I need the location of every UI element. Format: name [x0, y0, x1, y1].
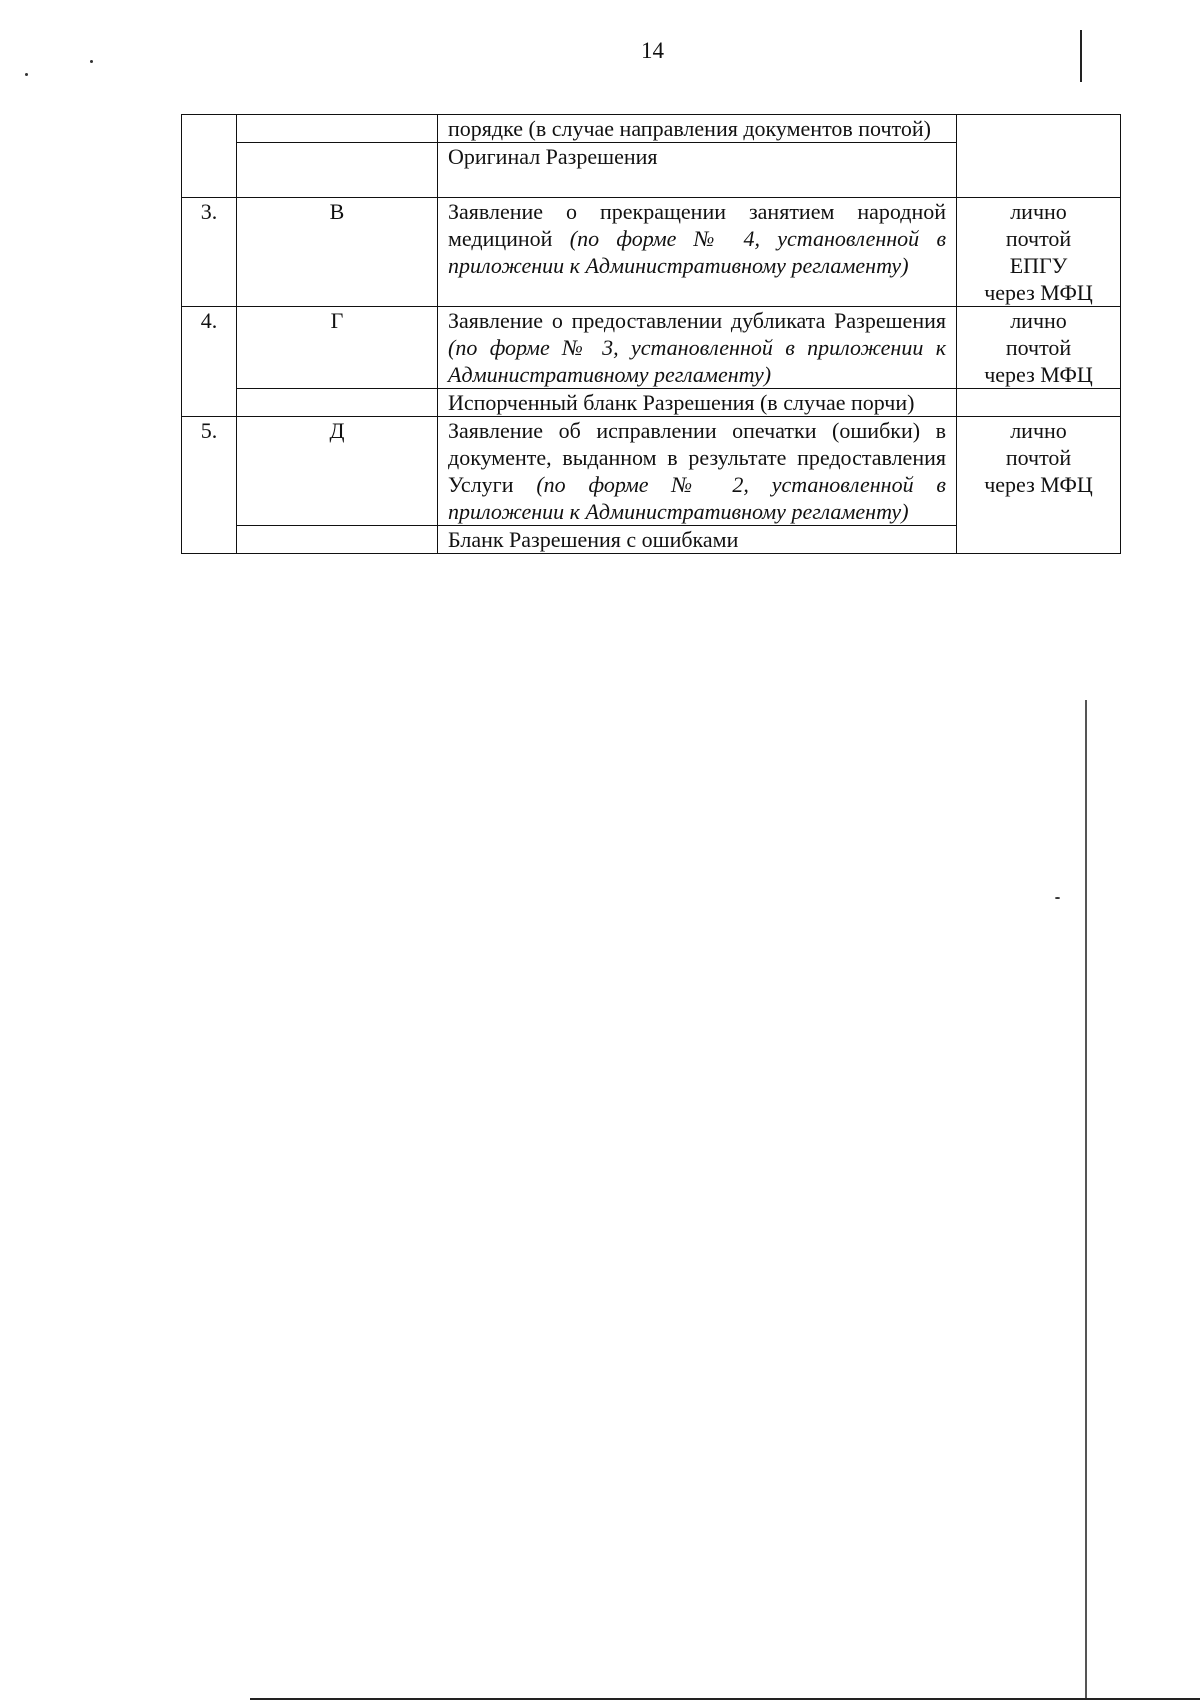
document-cell: [438, 526, 957, 554]
document-form-reference: (по форме № 2, установленной в приложении к Административному регламенту): [448, 472, 946, 524]
document-cell: [438, 115, 957, 143]
table-row: [182, 307, 1121, 389]
table-row: [182, 115, 1121, 143]
submission-way: ЕПГУ: [1009, 253, 1068, 278]
documents-table: [181, 114, 1121, 554]
document-cell: [438, 307, 957, 389]
scan-speck: [25, 73, 28, 76]
document-cell: [438, 143, 957, 198]
submission-way: почтой: [1005, 226, 1072, 251]
document-text: порядке (в случае направления документов почтой): [448, 116, 931, 141]
category-cell: [237, 526, 438, 554]
scan-edge-line: [1080, 30, 1082, 82]
submission-way: почтой: [1005, 445, 1072, 470]
document-text: Заявление об исправлении опечатки (ошибки) в документе, выданном в результате предоставления Услуги: [448, 418, 946, 497]
submission-way: лично: [1010, 418, 1067, 443]
category-cell: Д: [237, 417, 438, 526]
document-text: Заявление о прекращении занятием народной медициной: [448, 199, 946, 251]
document-text: Оригинал Разрешения: [448, 144, 658, 169]
document-form-reference: (по форме № 3, установленной в приложении к Административному регламенту): [448, 335, 946, 387]
document-form-reference: (по форме № 4, установленной в приложении к Административному регламенту): [448, 226, 946, 278]
document-cell: [438, 417, 957, 526]
submission-way: через МФЦ: [984, 280, 1093, 305]
submission-way: лично: [1010, 199, 1067, 224]
submission-way-cell: [957, 115, 1121, 198]
submission-way: лично: [1010, 308, 1067, 333]
row-number-cell: 3.: [182, 198, 237, 307]
table-row: [182, 198, 1121, 307]
page-number: 14: [641, 38, 664, 63]
submission-way-cell: [957, 307, 1121, 389]
scan-speck: [90, 60, 93, 63]
submission-way: почтой: [1005, 335, 1072, 360]
category-cell: [237, 115, 438, 143]
submission-way: через МФЦ: [984, 472, 1093, 497]
document-cell: [438, 198, 957, 307]
scan-speck: [1055, 897, 1060, 899]
document-text: Испорченный бланк Разрешения (в случае порчи): [448, 390, 915, 415]
row-number-cell: 4.: [182, 307, 237, 417]
row-number-cell: [182, 115, 237, 198]
category-cell: [237, 389, 438, 417]
submission-way: через МФЦ: [984, 362, 1093, 387]
submission-way-cell: [957, 389, 1121, 417]
category-cell: Г: [237, 307, 438, 389]
row-number-cell: 5.: [182, 417, 237, 554]
submission-way-cell: [957, 417, 1121, 554]
submission-way-cell: [957, 198, 1121, 307]
table-row: [182, 389, 1121, 417]
table-row: [182, 417, 1121, 526]
document-cell: [438, 389, 957, 417]
scan-bottom-line: [250, 1698, 1200, 1700]
document-text: Заявление о предоставлении дубликата Разрешения: [448, 308, 946, 333]
scan-edge-line: [1085, 700, 1087, 1700]
category-cell: В: [237, 198, 438, 307]
document-text: Бланк Разрешения с ошибками: [448, 527, 739, 552]
category-cell: [237, 143, 438, 198]
